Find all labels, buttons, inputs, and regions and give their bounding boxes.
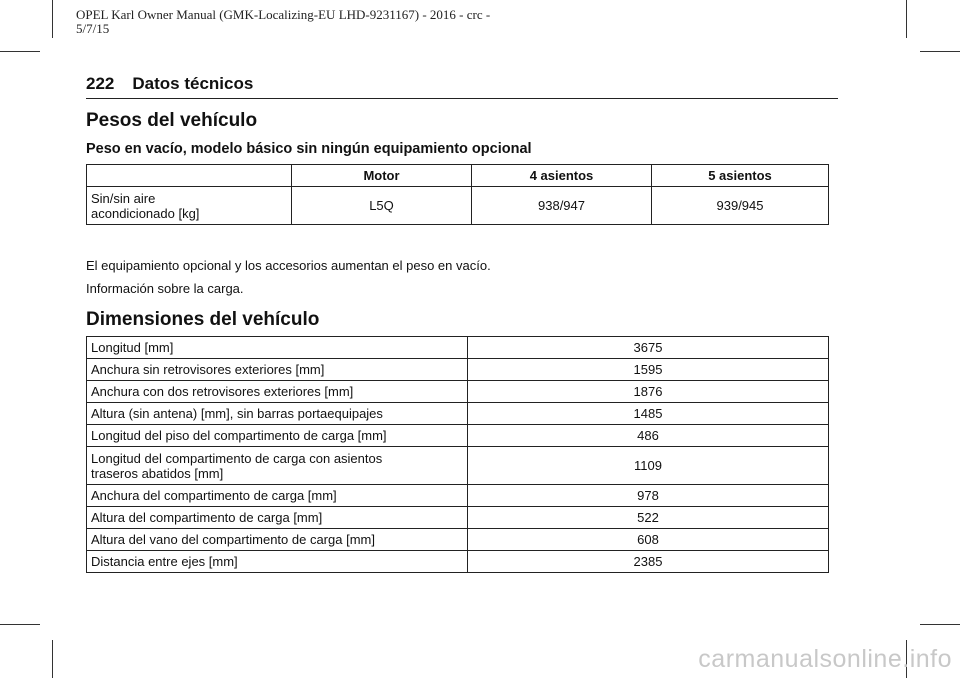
- crop-mark: [920, 624, 960, 625]
- dimension-value: 522: [468, 507, 829, 529]
- crop-mark: [920, 51, 960, 52]
- dimension-label: Anchura sin retrovisores exteriores [mm]: [87, 359, 468, 381]
- dimension-value: 1876: [468, 381, 829, 403]
- row-label-line: Sin/sin aire: [91, 190, 156, 206]
- table-row: [87, 529, 829, 551]
- table-row: [87, 187, 829, 225]
- row-label-line: acondicionado [kg]: [91, 205, 200, 221]
- row-label: [87, 187, 292, 225]
- page-number: 222: [86, 74, 115, 93]
- table-row: [87, 551, 829, 573]
- dimension-label: Altura del vano del compartimento de carga [mm]: [87, 529, 468, 551]
- dimension-value: 1109: [468, 447, 829, 485]
- dimension-label: Anchura con dos retrovisores exteriores [mm]: [87, 381, 468, 403]
- running-head: [86, 74, 253, 94]
- dimension-label: Altura (sin antena) [mm], sin barras portaequipajes: [87, 403, 468, 425]
- dimension-label: Longitud del piso del compartimento de carga [mm]: [87, 425, 468, 447]
- dimension-label: Altura del compartimento de carga [mm]: [87, 507, 468, 529]
- column-header: 4 asientos: [472, 165, 652, 187]
- dimension-value: 3675: [468, 337, 829, 359]
- dimension-label-line: traseros abatidos [mm]: [91, 465, 224, 481]
- dimension-label: Distancia entre ejes [mm]: [87, 551, 468, 573]
- column-header: Motor: [292, 165, 472, 187]
- crop-mark: [52, 0, 53, 38]
- weights-note: El equipamiento opcional y los accesorios aumentan el peso en vacío.: [86, 258, 491, 273]
- table-row: [87, 425, 829, 447]
- dimension-value: 1595: [468, 359, 829, 381]
- column-header: 5 asientos: [652, 165, 829, 187]
- dimension-value: 486: [468, 425, 829, 447]
- dimension-value: 1485: [468, 403, 829, 425]
- table-row: [87, 337, 829, 359]
- dimensions-table: [86, 336, 829, 573]
- dimension-value: 2385: [468, 551, 829, 573]
- table-row: [87, 403, 829, 425]
- table-row: [87, 447, 829, 485]
- crop-mark: [0, 624, 40, 625]
- motor-cell: L5Q: [292, 187, 472, 225]
- dimension-label-line: Longitud del compartimento de carga con asientos: [91, 450, 383, 466]
- document-meta: OPEL Karl Owner Manual (GMK-Localizing-EU LHD-9231167) - 2016 - crc - 5/7/15: [76, 7, 491, 36]
- column-header: [87, 165, 292, 187]
- dimensions-heading: Dimensiones del vehículo: [86, 309, 320, 330]
- dimension-value: 978: [468, 485, 829, 507]
- load-info-note: Información sobre la carga.: [86, 281, 244, 296]
- crop-mark: [906, 0, 907, 38]
- weights-subheading: Peso en vacío, modelo básico sin ningún equipamiento opcional: [86, 141, 532, 157]
- table-header-row: [87, 165, 829, 187]
- dimension-label: Anchura del compartimento de carga [mm]: [87, 485, 468, 507]
- dimension-label: [87, 447, 468, 485]
- table-row: [87, 381, 829, 403]
- table-row: [87, 507, 829, 529]
- four-seats-cell: 938/947: [472, 187, 652, 225]
- header-rule: [86, 98, 838, 99]
- dimension-label: Longitud [mm]: [87, 337, 468, 359]
- weights-table: [86, 164, 829, 225]
- table-row: [87, 359, 829, 381]
- watermark: carmanualsonline.info: [698, 645, 952, 673]
- crop-mark: [0, 51, 40, 52]
- section-title: Datos técnicos: [132, 74, 254, 93]
- crop-mark: [52, 640, 53, 678]
- dimension-value: 608: [468, 529, 829, 551]
- table-row: [87, 485, 829, 507]
- five-seats-cell: 939/945: [652, 187, 829, 225]
- weights-heading: Pesos del vehículo: [86, 110, 258, 131]
